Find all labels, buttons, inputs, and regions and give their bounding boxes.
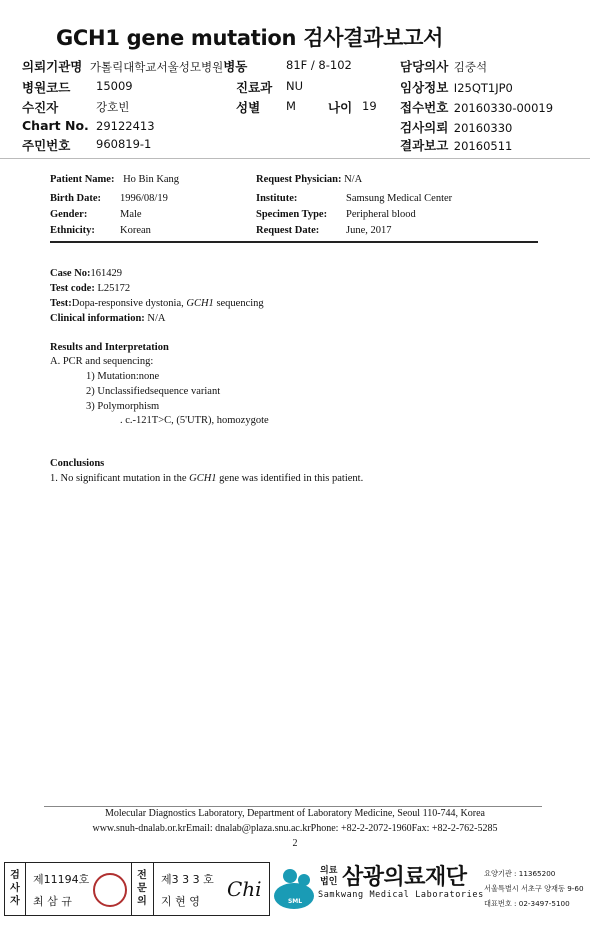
test-value-post: sequencing bbox=[213, 298, 264, 309]
request-physician-field bbox=[256, 174, 362, 185]
gender-label: Gender: bbox=[50, 209, 88, 220]
lab-brand bbox=[270, 858, 590, 920]
test-request-label: 검사의뢰 bbox=[400, 120, 449, 135]
receipt-no-label: 접수번호 bbox=[400, 100, 449, 115]
specialist-name: 지 현 영 bbox=[161, 895, 200, 908]
sml-logo-text: SML bbox=[287, 898, 303, 905]
receipt-no-field bbox=[400, 98, 553, 116]
hospital-code-field bbox=[22, 78, 70, 96]
ward-label: 병동 bbox=[223, 59, 248, 74]
conclusions-gene: GCH1 bbox=[189, 473, 217, 484]
request-date-label: Request Date: bbox=[256, 225, 320, 236]
dept-value: NU bbox=[286, 79, 304, 93]
lab-phone: 대표번호 : 02-3497-5100 bbox=[484, 899, 570, 908]
specimen-value: Peripheral blood bbox=[346, 209, 416, 220]
patient-name-label: Patient Name: bbox=[50, 174, 115, 185]
conclusions-line: 1. No significant mutation in the GCH1 gene was identified in this patient. bbox=[50, 473, 364, 484]
doctor-label: 담당의사 bbox=[400, 59, 449, 74]
ward-value: 81F / 8-102 bbox=[286, 58, 352, 72]
recipient-value: 강호빈 bbox=[96, 100, 130, 114]
legal-entity-label: 의료 법인 bbox=[320, 866, 338, 887]
test-request-field bbox=[400, 118, 512, 136]
footer-lab-line: Molecular Diagnostics Laboratory, Department of Laboratory Medicine, Seoul 110-744, Korea bbox=[105, 808, 485, 819]
clinical-information bbox=[50, 313, 166, 324]
hospital-code-value: 15009 bbox=[96, 79, 133, 93]
results-item-2: 2) Unclassifiedsequence variant bbox=[86, 386, 221, 397]
signature-divider bbox=[25, 863, 26, 915]
case-no bbox=[50, 268, 122, 279]
hospital-code-label: 병원코드 bbox=[22, 80, 71, 95]
chart-no-label: Chart No. bbox=[22, 118, 89, 133]
institute-value: Samsung Medical Center bbox=[346, 193, 453, 204]
specialist-vertical-label: 전문의 bbox=[137, 870, 147, 907]
header-row-1 bbox=[22, 57, 247, 75]
footer-rule bbox=[44, 806, 542, 807]
specialist-signature: Chi bbox=[227, 877, 262, 901]
examiner-license: 제11194호 bbox=[33, 873, 90, 886]
test-name bbox=[50, 298, 264, 309]
results-heading: Results and Interpretation bbox=[50, 342, 169, 353]
examiner-seal-icon bbox=[93, 873, 127, 907]
test-code bbox=[50, 283, 130, 294]
examiner-vertical-label: 검사자 bbox=[10, 870, 20, 907]
specimen-label: Specimen Type: bbox=[256, 209, 328, 220]
signature-divider bbox=[153, 863, 154, 915]
lab-contact-info bbox=[484, 866, 584, 911]
institution-label: 의뢰기관명 bbox=[22, 59, 83, 74]
specialist-license: 제3 3 3 호 bbox=[161, 873, 214, 886]
lab-name-en: Samkwang Medical Laboratories bbox=[318, 890, 484, 900]
clinical-label: Clinical information: bbox=[50, 313, 145, 324]
test-code-value: L25172 bbox=[97, 283, 131, 294]
resident-no-value: 960819-1 bbox=[96, 137, 152, 151]
chart-no-value: 29122413 bbox=[96, 119, 155, 133]
resident-no-label: 주민번호 bbox=[22, 138, 71, 153]
test-value-pre: Dopa-responsive dystonia, bbox=[71, 298, 187, 309]
test-request-value: 20160330 bbox=[453, 121, 513, 135]
patient-name-field bbox=[50, 174, 179, 185]
results-section-a: A. PCR and sequencing: bbox=[50, 356, 154, 367]
request-physician-label: Request Physician: bbox=[256, 174, 342, 185]
request-date-value: June, 2017 bbox=[346, 225, 392, 236]
results-item-3-detail: . c.-121T>C, (5'UTR), homozygote bbox=[120, 415, 269, 426]
birth-date-field bbox=[50, 193, 101, 204]
report-value: 20160511 bbox=[453, 139, 513, 153]
footer-page-number: 2 bbox=[292, 838, 298, 849]
page-title: GCH1 gene mutation 검사결과보고서 bbox=[56, 26, 444, 50]
case-no-label: Case No: bbox=[50, 268, 91, 279]
birth-date-value: 1996/08/19 bbox=[120, 193, 168, 204]
results-item-1: 1) Mutation:none bbox=[86, 371, 160, 382]
test-code-label: Test code: bbox=[50, 283, 95, 294]
examiner-name: 최 삼 규 bbox=[33, 895, 72, 908]
test-value-gene: GCH1 bbox=[186, 298, 214, 309]
patient-name-value: Ho Bin Kang bbox=[123, 174, 180, 185]
request-physician-value: N/A bbox=[344, 174, 363, 185]
lab-address: 서울특별시 서초구 양재동 9-60 bbox=[484, 884, 584, 893]
footer-contact-line: www.snuh-dnalab.or.krEmail: dnalab@plaza.snu.ac.krPhone: +82-2-2072-1960Fax: +82-2-762-5285 bbox=[92, 823, 498, 834]
age-value: 19 bbox=[362, 99, 377, 113]
dept-label: 진료과 bbox=[236, 80, 273, 95]
receipt-no-value: 20160330-00019 bbox=[453, 101, 554, 115]
sex-value: M bbox=[286, 99, 296, 113]
scanned-report bbox=[0, 158, 590, 858]
recipient-label: 수진자 bbox=[22, 100, 59, 115]
patient-info-rule bbox=[50, 241, 538, 243]
case-no-value: 161429 bbox=[90, 268, 123, 279]
ethnicity-label: Ethnicity: bbox=[50, 225, 95, 236]
sex-label: 성별 bbox=[236, 100, 261, 115]
signature-box bbox=[4, 862, 270, 916]
birth-date-label: Birth Date: bbox=[50, 193, 102, 204]
ethnicity-value: Korean bbox=[120, 225, 151, 236]
test-label: Test: bbox=[50, 298, 72, 309]
report-label: 결과보고 bbox=[400, 138, 449, 153]
results-item-3: 3) Polymorphism bbox=[86, 401, 160, 412]
clinical-info-field bbox=[400, 78, 513, 96]
doctor-value: 김중석 bbox=[453, 60, 488, 74]
lab-reg-no: 요양기관 : 11365200 bbox=[484, 869, 556, 878]
clinical-info-label: 임상정보 bbox=[400, 80, 449, 95]
institution-value: 가톨릭대학교서울성모병원 bbox=[89, 60, 224, 74]
report-date-field bbox=[400, 136, 512, 154]
signature-divider bbox=[131, 863, 132, 915]
scan-edge-divider bbox=[0, 158, 590, 163]
gender-value: Male bbox=[120, 209, 142, 220]
clinical-info-value: I25QT1JP0 bbox=[453, 81, 513, 95]
lab-name-ko: 삼광의료재단 bbox=[342, 865, 467, 890]
conclusions-heading: Conclusions bbox=[50, 458, 105, 469]
doctor-field bbox=[400, 57, 487, 75]
clinical-value: N/A bbox=[147, 313, 166, 324]
institute-label: Institute: bbox=[256, 193, 298, 204]
age-label: 나이 bbox=[328, 100, 353, 115]
